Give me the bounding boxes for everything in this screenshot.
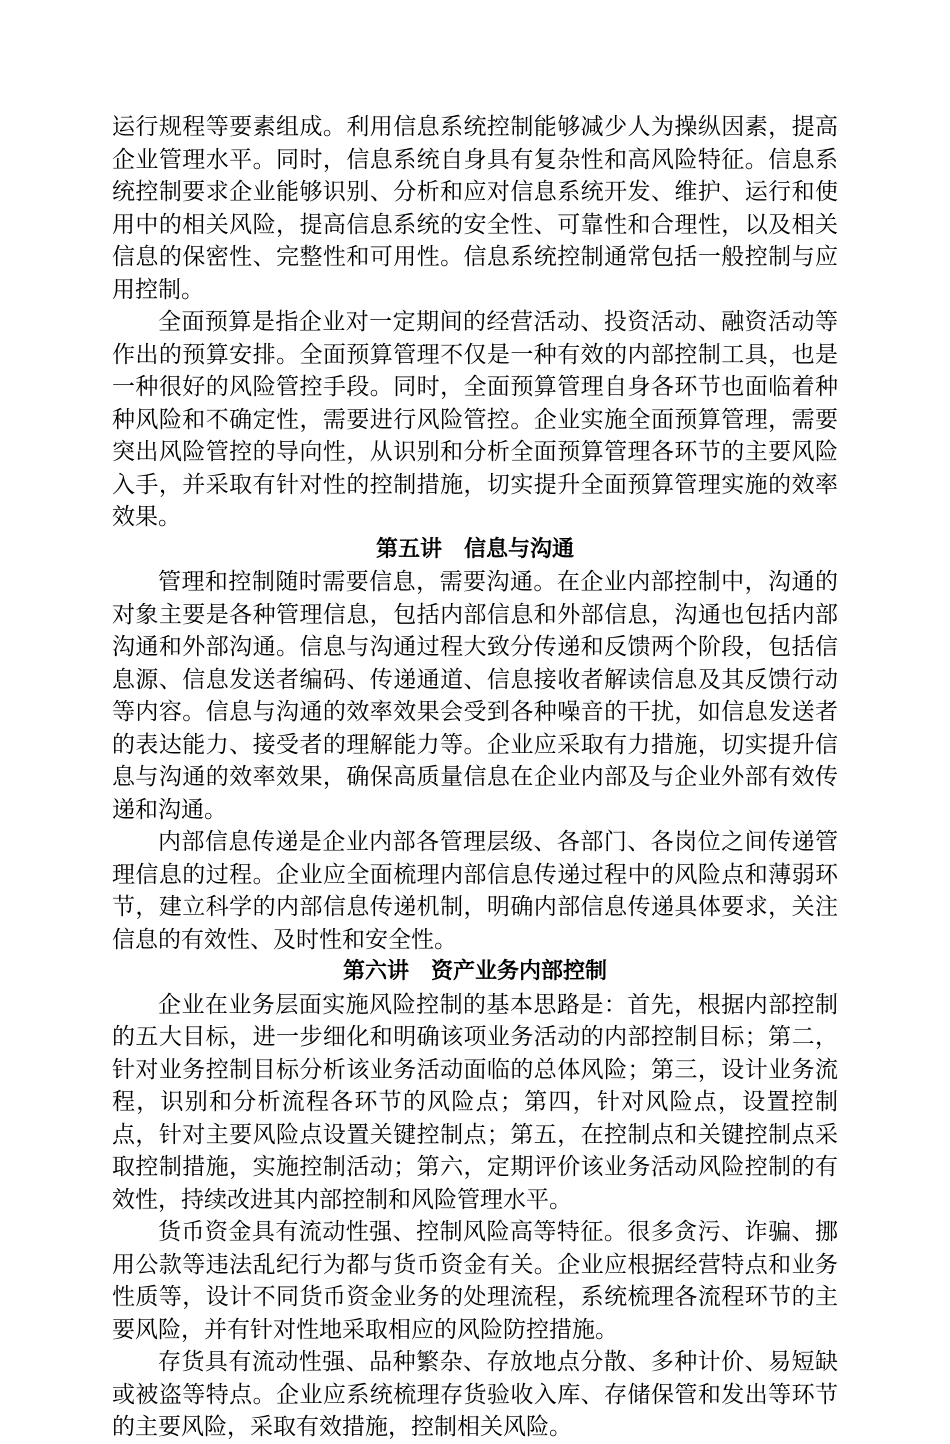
paragraph-inventory: 存货具有流动性强、品种繁杂、存放地点分散、多种计价、易短缺或被盗等特点。企业应系统梳理存货验收入库、存储保管和发出等环节的主要风险，采取有效措施，控制相关风险。 bbox=[112, 1349, 838, 1440]
document-page bbox=[112, 111, 838, 1444]
paragraph-monetary-funds: 货币资金具有流动性强、控制风险高等特征。很多贪污、诈骗、挪用公款等违法乱纪行为都与货币资金有关。企业应根据经营特点和业务性质等，设计不同货币资金业务的处理流程，系统梳理各流程环节的主要风险，并有针对性地采取相应的风险防控措施。 bbox=[112, 1219, 838, 1343]
paragraph-business-risk-control: 企业在业务层面实施风险控制的基本思路是：首先，根据内部控制的五大目标，进一步细化和明确该项业务活动的内部控制目标；第二，针对业务控制目标分析该业务活动面临的总体风险；第三，设计业务流程，识别和分析流程各环节的风险点；第四，针对风险点，设置控制点，针对主要风险点设置关键控制点；第五，在控制点和关键控制点采取控制措施，实施控制活动；第六，定期评价该业务活动风险控制的有效性，持续改进其内部控制和风险管理水平。 bbox=[112, 991, 838, 1213]
paragraph-comprehensive-budget: 全面预算是指企业对一定期间的经营活动、投资活动、融资活动等作出的预算安排。全面预算管理不仅是一种有效的内部控制工具，也是一种很好的风险管控手段。同时，全面预算管理自身各环节也面临着种种风险和不确定性，需要进行风险管控。企业实施全面预算管理，需要突出风险管控的导向性，从识别和分析全面预算管理各环节的主要风险入手，并采取有针对性的控制措施，切实提升全面预算管理实施的效率效果。 bbox=[112, 309, 838, 530]
section-heading-lecture-5: 第五讲 信息与沟通 bbox=[375, 536, 574, 562]
paragraph-info-system-control: 运行规程等要素组成。利用信息系统控制能够减少人为操纵因素，提高企业管理水平。同时，信息系统自身具有复杂性和高风险特征。信息系统控制要求企业能够识别、分析和应对信息系统开发、维护、运行和使用中的相关风险，提高信息系统的安全性、可靠性和合理性，以及相关信息的保密性、完整性和可用性。信息系统控制通常包括一般控制与应用控制。 bbox=[112, 114, 838, 303]
paragraph-management-communication: 管理和控制随时需要信息，需要沟通。在企业内部控制中，沟通的对象主要是各种管理信息，包括内部信息和外部信息，沟通也包括内部沟通和外部沟通。信息与沟通过程大致分传递和反馈两个阶段，包括信息源、信息发送者编码、传递通道、信息接收者解读信息及其反馈行动等内容。信息与沟通的效率效果会受到各种噪音的干扰，如信息发送者的表达能力、接受者的理解能力等。企业应采取有力措施，切实提升信息与沟通的效率效果，确保高质量信息在企业内部及与企业外部有效传递和沟通。 bbox=[112, 569, 838, 823]
paragraph-internal-information: 内部信息传递是企业内部各管理层级、各部门、各岗位之间传递管理信息的过程。企业应全面梳理内部信息传递过程中的风险点和薄弱环节，建立科学的内部信息传递机制，明确内部信息传递具体要求，关注信息的有效性、及时性和安全性。 bbox=[112, 829, 838, 953]
section-heading-lecture-6: 第六讲 资产业务内部控制 bbox=[342, 959, 607, 984]
